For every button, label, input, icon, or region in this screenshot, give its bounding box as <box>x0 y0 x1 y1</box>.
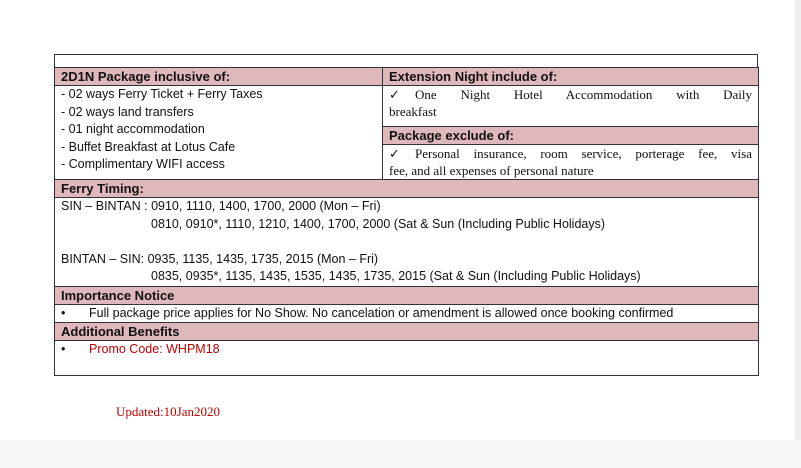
list-item: - 02 ways Ferry Ticket + Ferry Taxes <box>61 87 263 101</box>
table-row <box>55 341 759 376</box>
benefits-header: Additional Benefits <box>55 323 759 341</box>
page-edge <box>795 0 801 468</box>
list-item: - 02 ways land transfers <box>61 104 194 119</box>
bullet-icon: • <box>61 342 66 356</box>
ferry-header: Ferry Timing: <box>55 180 759 198</box>
ferry-timing <box>55 198 759 287</box>
table-top-blank-row <box>54 54 758 67</box>
table-row <box>55 68 759 86</box>
extension-content <box>383 86 759 127</box>
list-item: - Complimentary WIFI access <box>61 157 225 171</box>
table-row <box>55 323 759 341</box>
exclude-header: Package exclude of: <box>383 127 759 145</box>
ferry-sin-weekday: SIN – BINTAN : 0910, 1110, 1400, 1700, 2000 (Mon – Fri) <box>61 199 381 213</box>
extension-line: ✓ One Night Hotel Accommodation with Daily <box>389 87 752 102</box>
notice-content <box>55 304 759 323</box>
inclusive-list <box>55 86 383 180</box>
table-row <box>55 86 759 127</box>
checkmark-icon: ✓ <box>389 146 400 161</box>
ferry-bintan-weekday: BINTAN – SIN: 0935, 1135, 1435, 1735, 2015 (Mon – Fri) <box>61 251 379 266</box>
list-item: - 01 night accommodation <box>61 122 205 136</box>
exclude-line: fee, and all expenses of personal nature <box>389 163 594 178</box>
inclusive-header: 2D1N Package inclusive of: <box>55 68 383 86</box>
package-table <box>54 67 759 376</box>
checkmark-icon: ✓ <box>389 87 400 102</box>
page-bottom-margin <box>0 440 801 468</box>
exclude-line: ✓ Personal insurance, room service, porterage fee, visa <box>389 146 752 161</box>
package-document <box>54 54 758 404</box>
extension-line: breakfast <box>389 104 437 119</box>
promo-code: Promo Code: WHPM18 <box>89 342 220 356</box>
benefits-content <box>55 341 759 376</box>
notice-text: Full package price applies for No Show. No cancelation or amendment is allowed once booking confirmed <box>89 305 674 320</box>
table-row <box>55 286 759 304</box>
exclude-content <box>383 145 759 180</box>
extension-header: Extension Night include of: <box>383 68 759 86</box>
ferry-sin-weekend: 0810, 0910*, 1110, 1210, 1400, 1700, 2000 (Sat & Sun (Including Public Holidays) <box>151 216 606 231</box>
table-row <box>55 198 759 287</box>
list-item: - Buffet Breakfast at Lotus Cafe <box>61 139 236 154</box>
table-row <box>55 304 759 323</box>
table-row <box>55 180 759 198</box>
updated-date: Updated:10Jan2020 <box>116 404 220 419</box>
ferry-bintan-weekend: 0835, 0935*, 1135, 1435, 1535, 1435, 1735, 2015 (Sat & Sun (Including Public Holidays) <box>151 269 641 283</box>
notice-header: Importance Notice <box>55 286 759 304</box>
bullet-icon: • <box>61 305 66 320</box>
